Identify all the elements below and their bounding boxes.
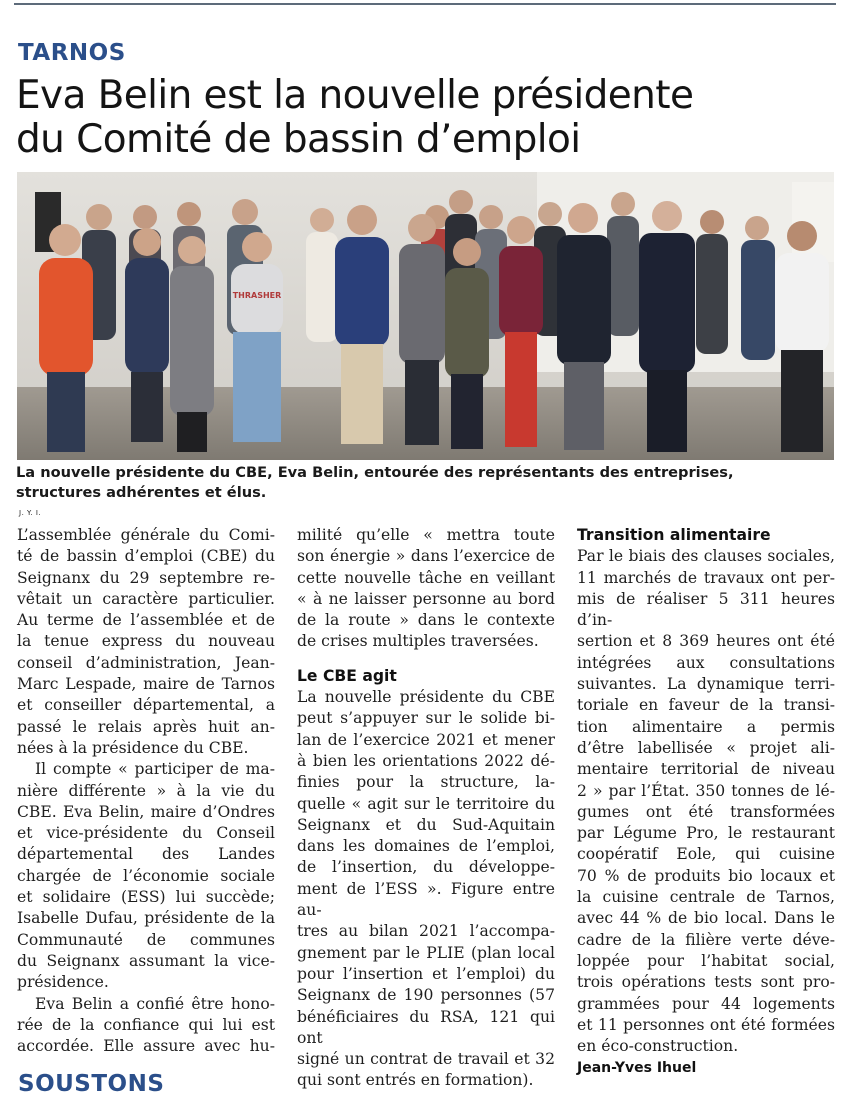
text-line: par Légume Pro, le restaurant: [577, 824, 835, 843]
text-line: pour l’insertion et l’emploi) du: [297, 964, 555, 983]
text-line: son énergie » dans l’exercice de: [297, 547, 555, 566]
text-line: gumes ont été transformées: [577, 802, 835, 821]
text-line: toriale en faveur de la transi-: [577, 696, 835, 715]
text-line: dans les domaines de l’emploi,: [297, 837, 555, 856]
text-line: de la route » dans le contexte: [297, 611, 555, 630]
text-line: ment de l’ESS ». Figure entre au-: [297, 879, 555, 920]
photo-credit: J. Y. I.: [19, 509, 42, 517]
text-line: Il compte « participer de ma-: [35, 760, 275, 779]
next-article-kicker: SOUSTONS: [18, 1071, 165, 1097]
text-line: et 11 personnes ont été formées: [577, 1015, 835, 1034]
text-line: lan de l’exercice 2021 et mener: [297, 730, 555, 749]
top-rule: [14, 3, 836, 5]
text-line: rée de la confiance qui lui est: [17, 1015, 275, 1034]
text-line: cadre de la filière verte déve-: [577, 930, 835, 949]
text-line: mis de réaliser 5 311 heures d’in-: [577, 589, 835, 630]
article-column-3: [577, 525, 835, 1079]
text-line: tres au bilan 2021 l’accompa-: [297, 922, 555, 941]
caption-line: structures adhérentes et élus. J. Y. I.: [16, 483, 846, 523]
text-line: la tenue express du nouveau: [17, 632, 275, 651]
text-line: quelle « agit sur le territoire du: [297, 794, 555, 813]
text-line: Eva Belin a confié être hono-: [35, 994, 275, 1013]
text-line: avec 44 % de bio local. Dans le: [577, 909, 835, 928]
text-line: La nouvelle présidente du CBE: [297, 688, 555, 707]
text-line: Communauté de communes: [17, 930, 275, 949]
text-line: intégrées aux consultations: [577, 653, 835, 672]
text-line: vêtait un caractère particulier.: [17, 589, 275, 608]
text-line: et solidaire (ESS) lui succède;: [17, 888, 275, 907]
text-line: 11 marchés de travaux ont per-: [577, 568, 835, 587]
text-line: accordée. Elle assure avec hu-: [17, 1037, 275, 1056]
author-byline: Jean-Yves Ihuel: [577, 1060, 697, 1077]
caption-line: La nouvelle présidente du CBE, Eva Belin, entourée des représentants des entreprises,: [16, 464, 734, 481]
text-line: loppée pour l’habitat social,: [577, 951, 835, 970]
text-line: conseil d’administration, Jean-: [17, 653, 275, 672]
text-line: « à ne laisser personne au bord: [297, 589, 555, 608]
article-column-2: [297, 525, 555, 1092]
text-line: CBE. Eva Belin, maire d’Ondres: [17, 802, 275, 821]
text-line: à bien les orientations 2022 dé-: [297, 751, 555, 770]
text-line: de l’insertion, du développe-: [297, 858, 555, 877]
text-line: 70 % de produits bio locaux et: [577, 866, 835, 885]
subheading-transition-alimentaire: Transition alimentaire: [577, 526, 771, 544]
text-line: Marc Lespade, maire de Tarnos: [17, 675, 275, 694]
text-line: trois opérations tests sont pro-: [577, 973, 835, 992]
text-line: départemental des Landes: [17, 845, 275, 864]
text-line: milité qu’elle « mettra toute: [297, 526, 555, 544]
text-line: L’assemblée générale du Comi-: [17, 526, 275, 544]
text-line: Par le biais des clauses sociales,: [577, 547, 835, 566]
photo-caption: [16, 463, 846, 523]
text-line: Seignanx et du Sud-Aquitain: [297, 815, 555, 834]
text-line: coopératif Eole, qui cuisine: [577, 845, 835, 864]
text-line: qui sont entrés en formation).: [297, 1071, 534, 1090]
text-line: et conseiller départemental, a: [17, 696, 275, 715]
headline-line: du Comité de bassin d’emploi: [16, 117, 581, 162]
text-line: Seignanx de 190 personnes (57: [297, 986, 555, 1005]
subheading-le-cbe-agit: Le CBE agit: [297, 666, 397, 685]
text-line: présidence.: [17, 973, 109, 992]
tshirt-print: THRASHER: [232, 291, 282, 300]
text-line: mentaire territorial de niveau: [577, 760, 835, 779]
text-line: gnement par le PLIE (plan local: [297, 943, 555, 962]
text-line: suivantes. La dynamique terri-: [577, 675, 835, 694]
text-line: en éco-construction.: [577, 1037, 739, 1056]
text-line: Isabelle Dufau, présidente de la: [17, 909, 275, 928]
text-line: de crises multiples traversées.: [297, 632, 539, 651]
text-line: d’être labellisée « projet ali-: [577, 738, 835, 757]
text-line: passé le relais après huit an-: [17, 717, 275, 736]
text-line: sertion et 8 369 heures ont été: [577, 632, 835, 651]
text-line: grammées pour 44 logements: [577, 994, 835, 1013]
text-line: peut s’appuyer sur le solide bi-: [297, 709, 555, 728]
text-line: Seignanx du 29 septembre re-: [17, 568, 275, 587]
text-line: cette nouvelle tâche en veillant: [297, 568, 555, 587]
text-line: tion alimentaire a permis: [577, 717, 835, 736]
text-line: la cuisine centrale de Tarnos,: [577, 888, 835, 907]
paragraph-gap: [297, 653, 555, 666]
text-line: et vice-présidente du Conseil: [17, 824, 275, 843]
text-line: Au terme de l’assemblée et de: [17, 611, 275, 630]
text-line: chargée de l’économie sociale: [17, 866, 275, 885]
group-photo: [17, 172, 834, 460]
text-line: nière différente » à la vie du: [17, 781, 275, 800]
section-kicker: TARNOS: [18, 40, 126, 66]
text-line: té de bassin d’emploi (CBE) du: [17, 547, 275, 566]
text-line: bénéficiaires du RSA, 121 qui ont: [297, 1007, 555, 1047]
headline-line: Eva Belin est la nouvelle présidente: [16, 73, 694, 118]
text-line: finies pour la structure, la-: [297, 773, 555, 792]
article-headline: [16, 74, 846, 162]
text-line: signé un contrat de travail et 32: [297, 1050, 555, 1069]
article-column-1: [17, 525, 275, 1057]
text-line: 2 » par l’État. 350 tonnes de lé-: [577, 781, 835, 800]
text-line: du Seignanx assumant la vice-: [17, 951, 275, 970]
text-line: nées à la présidence du CBE.: [17, 738, 249, 757]
